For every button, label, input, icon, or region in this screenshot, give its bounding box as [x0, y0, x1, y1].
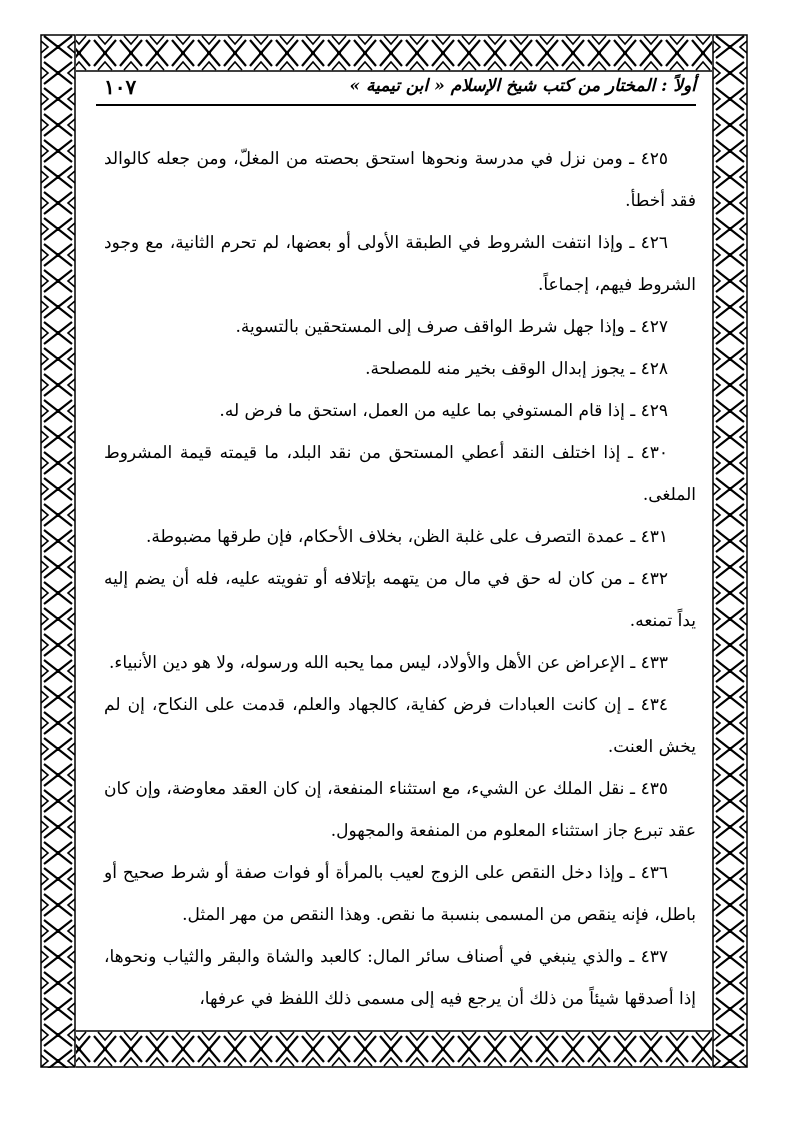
- paragraph-427: ٤٢٧ ـ وإذا جهل شرط الواقف صرف إلى المستحقين بالتسوية.: [235, 317, 668, 337]
- header-title: أولاً : المختار من كتب شيخ الإسلام « ابن تيمية »: [349, 76, 696, 96]
- page-number: ١٠٧: [104, 75, 137, 99]
- paragraph-432: ٤٣٢ ـ من كان له حق في مال من يتهمه بإتلافه أو تفويته عليه، فله أن يضم إليه يداً تمنعه.: [104, 569, 696, 631]
- ornamental-border-bottom: [40, 1030, 748, 1068]
- running-header: [96, 76, 696, 102]
- paragraph-426: ٤٢٦ ـ وإذا انتفت الشروط في الطبقة الأولى أو بعضها، لم تحرم الثانية، مع وجود الشروط فيهم، إجماعاً.: [104, 233, 696, 295]
- paragraph-435: ٤٣٥ ـ نقل الملك عن الشيء، مع استثناء المنفعة، إن كان العقد معاوضة، وإن كان عقد تبرع جاز استثناء المعلوم من المنفعة والمجهول.: [104, 779, 696, 841]
- paragraph-425: ٤٢٥ ـ ومن نزل في مدرسة ونحوها استحق بحصته من المغلّ، ومن جعله كالوالد فقد أخطأ.: [104, 149, 696, 211]
- header-rule: [96, 104, 696, 106]
- paragraph-436: ٤٣٦ ـ وإذا دخل النقص على الزوج لعيب بالمرأة أو فوات صفة أو شرط صحيح أو باطل، فإنه ينقص من المسمى بنسبة ما نقص. وهذا النقص من مهر المثل.: [104, 863, 696, 925]
- paragraph-428: ٤٢٨ ـ يجوز إبدال الوقف بخير منه للمصلحة.: [365, 359, 668, 379]
- paragraph-437: ٤٣٧ ـ والذي ينبغي في أصناف سائر المال: كالعبد والشاة والبقر والثياب ونحوها، إذا أصدقها شيئاً من ذلك أن يرجع فيه إلى مسمى ذلك اللفظ في عرفها،: [104, 947, 696, 1009]
- ornamental-border-left: [40, 34, 76, 1068]
- page-body: [104, 138, 696, 1020]
- paragraph-429: ٤٢٩ ـ إذا قام المستوفي بما عليه من العمل، استحق ما فرض له.: [219, 401, 668, 421]
- paragraph-434: ٤٣٤ ـ إن كانت العبادات فرض كفاية، كالجهاد والعلم، قدمت على النكاح، إن لم يخش العنت.: [104, 695, 696, 757]
- paragraph-430: ٤٣٠ ـ إذا اختلف النقد أعطي المستحق من نقد البلد، ما قيمته قيمة المشروط الملغى.: [104, 443, 696, 505]
- paragraph-431: ٤٣١ ـ عمدة التصرف على غلبة الظن، بخلاف الأحكام، فإن طرقها مضبوطة.: [145, 527, 668, 547]
- ornamental-border-right: [712, 34, 748, 1068]
- ornamental-border-top: [40, 34, 748, 72]
- paragraph-433: ٤٣٣ ـ الإعراض عن الأهل والأولاد، ليس مما يحبه الله ورسوله، ولا هو دين الأنبياء.: [109, 653, 668, 673]
